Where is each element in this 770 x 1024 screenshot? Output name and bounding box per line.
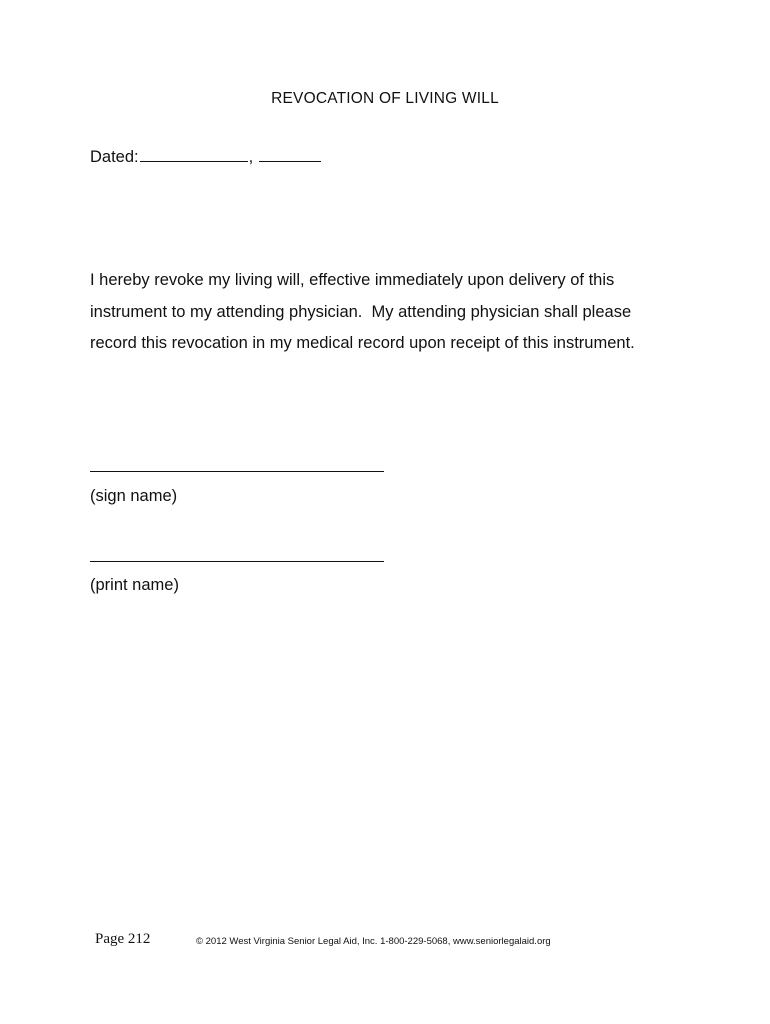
- sign-name-label: (sign name): [90, 487, 178, 505]
- statement-line: I hereby revoke my living will, effective immediately upon delivery of this: [90, 271, 615, 289]
- page-number: Page 212: [95, 931, 151, 947]
- date-month-day-blank[interactable]: [140, 146, 248, 162]
- print-name-label: (print name): [90, 576, 179, 594]
- statement-line: record this revocation in my medical record upon receipt of this instrument.: [90, 334, 635, 352]
- revocation-statement: [90, 265, 690, 360]
- dated-label: Dated:: [90, 148, 139, 166]
- dated-comma: ,: [248, 148, 254, 166]
- document-title: REVOCATION OF LIVING WILL: [271, 90, 499, 107]
- date-year-blank[interactable]: [259, 146, 321, 162]
- copyright-notice: © 2012 West Virginia Senior Legal Aid, Inc. 1-800-229-5068, www.seniorlegalaid.org: [196, 936, 551, 947]
- statement-line: instrument to my attending physician. My attending physician shall please: [90, 302, 632, 321]
- dated-line: [90, 146, 321, 167]
- print-name-line[interactable]: [90, 561, 384, 562]
- signature-line[interactable]: [90, 471, 384, 472]
